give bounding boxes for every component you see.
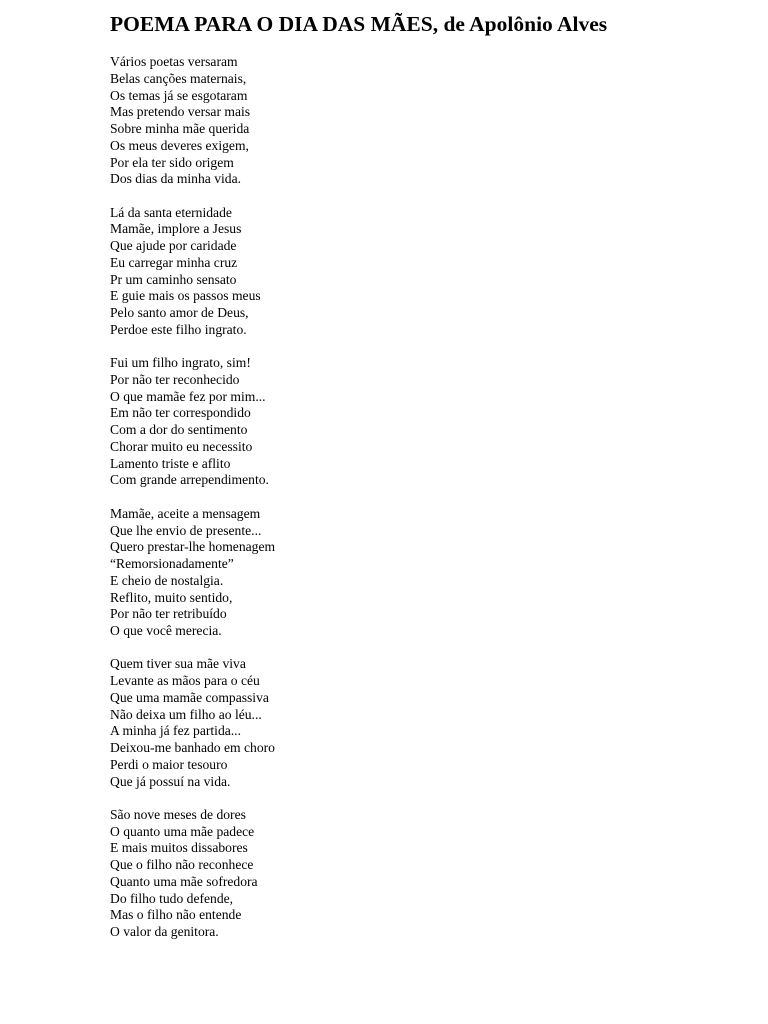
poem-line: Belas canções maternais, — [110, 70, 247, 86]
poem-line: Com grande arrependimento. — [110, 472, 269, 488]
poem-line: Não deixa um filho ao léu... — [110, 706, 262, 722]
poem-line: Que ajude por caridade — [110, 238, 237, 254]
poem-line: Do filho tudo defende, — [110, 890, 234, 906]
poem-line: Eu carregar minha cruz — [110, 254, 238, 270]
poem-line: Lá da santa eternidade — [110, 204, 232, 220]
poem-line: “Remorsionadamente” — [110, 556, 234, 572]
poem-line: Lamento triste e aflito — [110, 455, 231, 471]
poem-line: Fui um filho ingrato, sim! — [110, 355, 251, 371]
poem-line: Levante as mãos para o céu — [110, 673, 260, 689]
poem-line: Por ela ter sido origem — [110, 154, 234, 170]
poem-line: Por não ter reconhecido — [110, 371, 240, 387]
poem-line: O quanto uma mãe padece — [110, 823, 255, 839]
poem-line: Vários poetas versaram — [110, 54, 238, 69]
poem-line: Que lhe envio de presente... — [110, 522, 262, 538]
stanza-6 — [110, 807, 730, 941]
poem-line: São nove meses de dores — [110, 806, 246, 822]
poem-body — [110, 54, 730, 958]
poem-line: Em não ter correspondido — [110, 405, 251, 421]
poem-line: Perdoe este filho ingrato. — [110, 321, 247, 337]
poem-line: Que já possuí na vida. — [110, 773, 231, 789]
poem-line: Mamãe, implore a Jesus — [110, 221, 242, 237]
poem-line: O que mamãe fez por mim... — [110, 388, 266, 404]
stanza-5 — [110, 656, 730, 790]
poem-line: Dos dias da minha vida. — [110, 171, 242, 187]
poem-line: Por não ter retribuído — [110, 606, 227, 622]
poem-line: Mas pretendo versar mais — [110, 104, 251, 120]
poem-line: Mas o filho não entende — [110, 907, 242, 923]
poem-line: O valor da genitora. — [110, 924, 219, 940]
poem-title: POEMA PARA O DIA DAS MÃES, de Apolônio Alves — [110, 12, 608, 36]
poem-line: O que você merecia. — [110, 623, 222, 639]
poem-line: Quanto uma mãe sofredora — [110, 873, 258, 889]
poem-line: Que uma mamãe compassiva — [110, 689, 269, 705]
stanza-2 — [110, 205, 730, 339]
poem-line: Com a dor do sentimento — [110, 422, 248, 438]
poem-line: A minha já fez partida... — [110, 723, 241, 739]
stanza-3 — [110, 355, 730, 489]
poem-line: Pr um caminho sensato — [110, 271, 237, 287]
poem-line: Pelo santo amor de Deus, — [110, 305, 249, 321]
poem-line: Os temas já se esgotaram — [110, 87, 248, 103]
poem-line: Mamãe, aceite a mensagem — [110, 505, 261, 521]
poem-line: Chorar muito eu necessito — [110, 438, 253, 454]
poem-line: Quem tiver sua mãe viva — [110, 656, 246, 672]
poem-line: E mais muitos dissabores — [110, 840, 248, 856]
poem-line: Deixou-me banhado em choro — [110, 740, 275, 756]
poem-line: Os meus deveres exigem, — [110, 137, 249, 153]
stanza-1 — [110, 54, 730, 188]
poem-line: E guie mais os passos meus — [110, 288, 261, 304]
stanza-4 — [110, 506, 730, 640]
poem-line: Reflito, muito sentido, — [110, 589, 233, 605]
poem-line: Sobre minha mãe querida — [110, 121, 250, 136]
poem-line: Que o filho não reconhece — [110, 857, 254, 873]
poem-line: Quero prestar-lhe homenagem — [110, 539, 276, 555]
poem-line: E cheio de nostalgia. — [110, 572, 224, 588]
poem-line: Perdi o maior tesouro — [110, 756, 228, 772]
